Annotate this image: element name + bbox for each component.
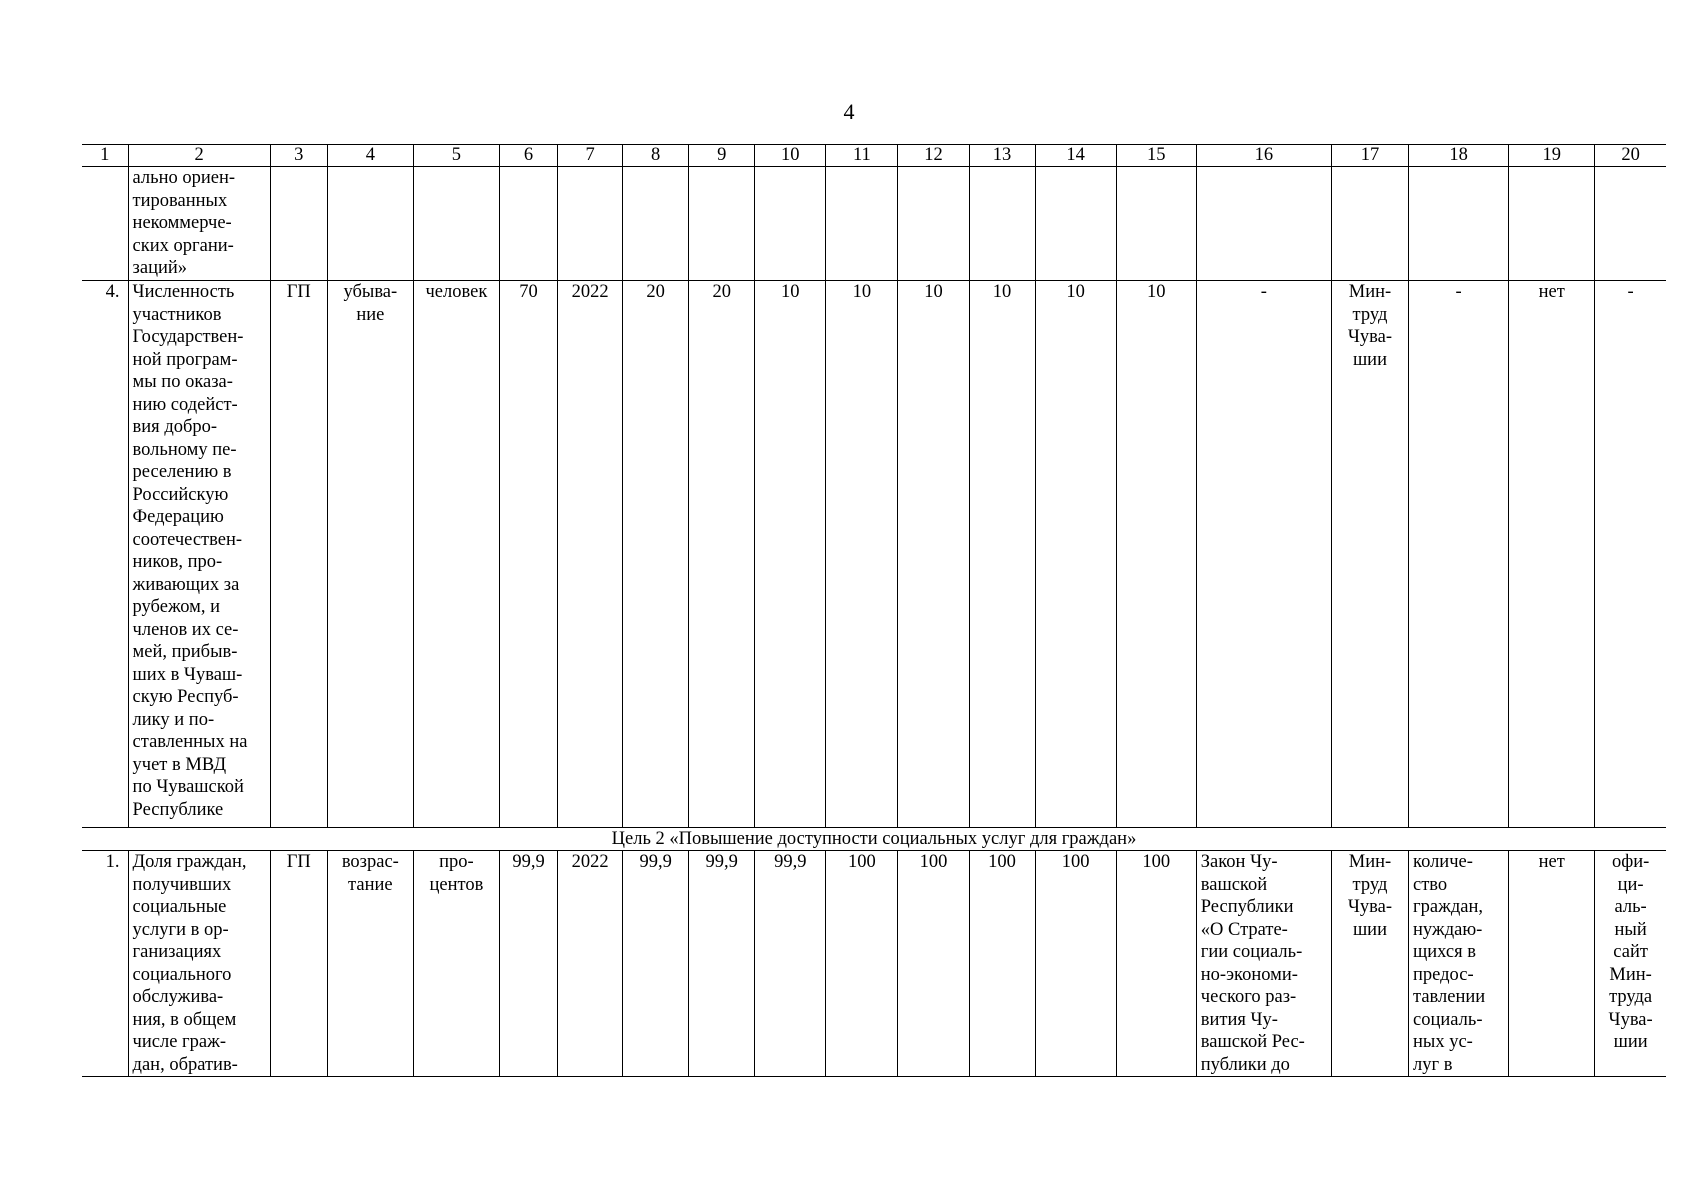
- column-number: 4: [327, 145, 413, 167]
- value-cell: 99,9: [689, 851, 755, 1077]
- value-cell: 100: [1035, 851, 1116, 1077]
- table-cell: [413, 167, 499, 281]
- program-type-cell: ГП: [270, 281, 327, 828]
- table-cell: [623, 167, 689, 281]
- goal-title: Цель 2 «Повышение доступности социальных услуг для граждан»: [82, 828, 1666, 851]
- value-cell: 10: [1035, 281, 1116, 828]
- document-cell: Закон Чу- вашской Республики «О Страте- гии социаль- но-экономи- ческого раз- вития Чу- вашской Рес- публики до: [1196, 851, 1331, 1077]
- column-number: 2: [128, 145, 270, 167]
- table-cell: [898, 167, 969, 281]
- column-number: 10: [755, 145, 826, 167]
- value-cell: 99,9: [755, 851, 826, 1077]
- value-cell: 10: [755, 281, 826, 828]
- column-number: 13: [969, 145, 1035, 167]
- base-year-cell: 2022: [558, 851, 623, 1077]
- column-number: 8: [623, 145, 689, 167]
- table-cell: [1035, 167, 1116, 281]
- goal-row: [82, 828, 1666, 851]
- table-cell: [327, 167, 413, 281]
- column-number: 20: [1595, 145, 1666, 167]
- table-cell: [1409, 167, 1509, 281]
- method-cell: -: [1409, 281, 1509, 828]
- column-number: 11: [826, 145, 898, 167]
- trend-cell: возрас- тание: [327, 851, 413, 1077]
- table-cell: [1595, 167, 1666, 281]
- flag-cell: нет: [1509, 851, 1595, 1077]
- column-number: 3: [270, 145, 327, 167]
- column-number: 6: [499, 145, 557, 167]
- responsible-cell: Мин- труд Чува- шии: [1331, 851, 1408, 1077]
- value-cell: 100: [826, 851, 898, 1077]
- source-cell: -: [1595, 281, 1666, 828]
- column-number: 1: [82, 145, 128, 167]
- value-cell: 20: [623, 281, 689, 828]
- column-number-row: [82, 145, 1666, 167]
- program-type-cell: ГП: [270, 851, 327, 1077]
- table-cell: [499, 167, 557, 281]
- base-value-cell: 99,9: [499, 851, 557, 1077]
- value-cell: 10: [898, 281, 969, 828]
- column-number: 9: [689, 145, 755, 167]
- table-cell: [1331, 167, 1408, 281]
- table-cell: [826, 167, 898, 281]
- table-cell: [969, 167, 1035, 281]
- value-cell: 10: [969, 281, 1035, 828]
- table-row: [82, 281, 1666, 828]
- value-cell: 10: [1116, 281, 1196, 828]
- column-number: 12: [898, 145, 969, 167]
- base-value-cell: 70: [499, 281, 557, 828]
- value-cell: 20: [689, 281, 755, 828]
- unit-cell: человек: [413, 281, 499, 828]
- row-number-cell: 4.: [82, 281, 128, 828]
- row-number-cell: [82, 167, 128, 281]
- source-cell: офи- ци- аль- ный сайт Мин- труда Чува- шии: [1595, 851, 1666, 1077]
- column-number: 7: [558, 145, 623, 167]
- table-row: [82, 167, 1666, 281]
- indicators-table: [82, 144, 1666, 1077]
- table-cell: [1196, 167, 1331, 281]
- value-cell: 100: [1116, 851, 1196, 1077]
- column-number: 5: [413, 145, 499, 167]
- indicator-name-cell: Доля граждан, получивших социальные услуги в ор- ганизациях социального обслужива- ния, в общем числе граж- дан, обратив-: [128, 851, 270, 1077]
- row-number-cell: 1.: [82, 851, 128, 1077]
- table-row: [82, 851, 1666, 1077]
- page-number: 4: [843, 99, 855, 124]
- column-number: 18: [1409, 145, 1509, 167]
- table-cell: [1116, 167, 1196, 281]
- unit-cell: про- центов: [413, 851, 499, 1077]
- column-number: 16: [1196, 145, 1331, 167]
- table-cell: [689, 167, 755, 281]
- value-cell: 100: [969, 851, 1035, 1077]
- column-number: 17: [1331, 145, 1408, 167]
- value-cell: 10: [826, 281, 898, 828]
- trend-cell: убыва- ние: [327, 281, 413, 828]
- column-number: 15: [1116, 145, 1196, 167]
- document-cell: -: [1196, 281, 1331, 828]
- table-cell: [755, 167, 826, 281]
- flag-cell: нет: [1509, 281, 1595, 828]
- method-cell: количе- ство граждан, нуждаю- щихся в предос- тавлении социаль- ных ус- луг в: [1409, 851, 1509, 1077]
- column-number: 14: [1035, 145, 1116, 167]
- column-number: 19: [1509, 145, 1595, 167]
- table-cell: [558, 167, 623, 281]
- base-year-cell: 2022: [558, 281, 623, 828]
- table-cell: [270, 167, 327, 281]
- table-cell: [1509, 167, 1595, 281]
- indicator-name-cell: Численность участников Государствен- ной програм- мы по оказа- нию содейст- вия добро- вольному пе- реселению в Российскую Федерацию соотечествен- ников, про- живающих за рубежом, и членов их се- мей, прибыв- ших в Чуваш- скую Респуб- лику и по- ставленных на учет в МВД по Чувашской Республике: [128, 281, 270, 828]
- value-cell: 100: [898, 851, 969, 1077]
- value-cell: 99,9: [623, 851, 689, 1077]
- indicator-name-cell: ально ориен- тированных некоммерче- ских органи- заций»: [128, 167, 270, 281]
- responsible-cell: Мин- труд Чува- шии: [1331, 281, 1408, 828]
